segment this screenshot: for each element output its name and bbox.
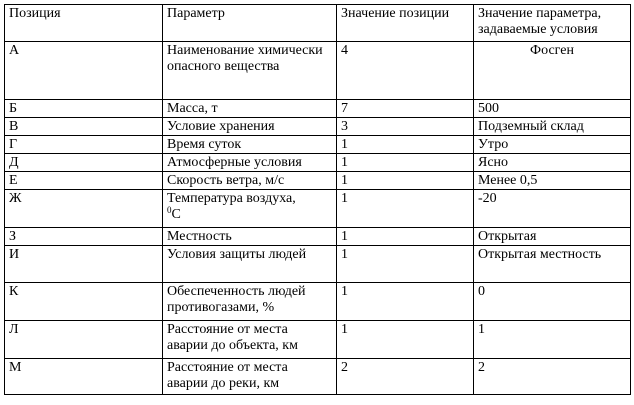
table-row — [5, 359, 631, 395]
unit-text: С — [171, 207, 181, 222]
header-row — [5, 5, 631, 42]
cell-parameter: Расстояние от места аварии до объекта, км — [163, 321, 337, 359]
cell-parameter: Обеспеченность людей противогазами, % — [163, 283, 337, 321]
cell-parameter: Условия защиты людей — [163, 246, 337, 283]
table-header — [5, 5, 631, 42]
cell-position-value: 1 — [337, 228, 474, 246]
cell-position: В — [5, 118, 163, 136]
table-row — [5, 321, 631, 359]
cell-parameter: Масса, т — [163, 100, 337, 118]
cell-parameter: Время суток — [163, 136, 337, 154]
cell-position-value: 1 — [337, 246, 474, 283]
cell-position-value: 1 — [337, 190, 474, 228]
cell-position: З — [5, 228, 163, 246]
cell-position: И — [5, 246, 163, 283]
cell-condition: Открытая местность — [474, 246, 631, 283]
cell-condition: -20 — [474, 190, 631, 228]
cell-condition: 1 — [474, 321, 631, 359]
cell-position: Е — [5, 172, 163, 190]
cell-condition: Утро — [474, 136, 631, 154]
cell-position: А — [5, 42, 163, 100]
cell-condition: 500 — [474, 100, 631, 118]
cell-parameter: Условие хранения — [163, 118, 337, 136]
cell-condition: Менее 0,5 — [474, 172, 631, 190]
cell-condition: Фосген — [474, 42, 631, 100]
cell-parameter: Скорость ветра, м/с — [163, 172, 337, 190]
cell-position: Ж — [5, 190, 163, 228]
cell-condition: Подземный склад — [474, 118, 631, 136]
table-row — [5, 283, 631, 321]
parameters-table — [4, 4, 631, 395]
cell-parameter: Местность — [163, 228, 337, 246]
cell-position-value: 2 — [337, 359, 474, 395]
cell-condition: Открытая — [474, 228, 631, 246]
cell-position: Б — [5, 100, 163, 118]
parameter-text: Температура воздуха, — [167, 191, 296, 206]
cell-position: К — [5, 283, 163, 321]
cell-position: Д — [5, 154, 163, 172]
header-position: Позиция — [5, 5, 163, 42]
cell-position-value: 1 — [337, 154, 474, 172]
cell-parameter: Наименование химически опасного вещества — [163, 42, 337, 100]
cell-condition: 0 — [474, 283, 631, 321]
table-row — [5, 42, 631, 100]
table-row — [5, 190, 631, 228]
cell-parameter — [163, 190, 337, 228]
cell-position: Л — [5, 321, 163, 359]
cell-position-value: 3 — [337, 118, 474, 136]
table-body — [5, 42, 631, 395]
cell-position-value: 1 — [337, 172, 474, 190]
table-row — [5, 172, 631, 190]
cell-condition: Ясно — [474, 154, 631, 172]
cell-position-value: 1 — [337, 136, 474, 154]
header-position-value: Значение позиции — [337, 5, 474, 42]
cell-condition: 2 — [474, 359, 631, 395]
table-row — [5, 154, 631, 172]
table-row — [5, 228, 631, 246]
cell-parameter: Расстояние от места аварии до реки, км — [163, 359, 337, 395]
table-row — [5, 100, 631, 118]
cell-position: М — [5, 359, 163, 395]
cell-position-value: 1 — [337, 321, 474, 359]
cell-position-value: 1 — [337, 283, 474, 321]
table-row — [5, 246, 631, 283]
cell-position-value: 4 — [337, 42, 474, 100]
table-row — [5, 136, 631, 154]
cell-position-value: 7 — [337, 100, 474, 118]
header-parameter: Параметр — [163, 5, 337, 42]
cell-parameter: Атмосферные условия — [163, 154, 337, 172]
degree-superscript: 0 — [167, 205, 172, 215]
header-condition: Значение параметра, задаваемые условия — [474, 5, 631, 42]
cell-position: Г — [5, 136, 163, 154]
table-row — [5, 118, 631, 136]
